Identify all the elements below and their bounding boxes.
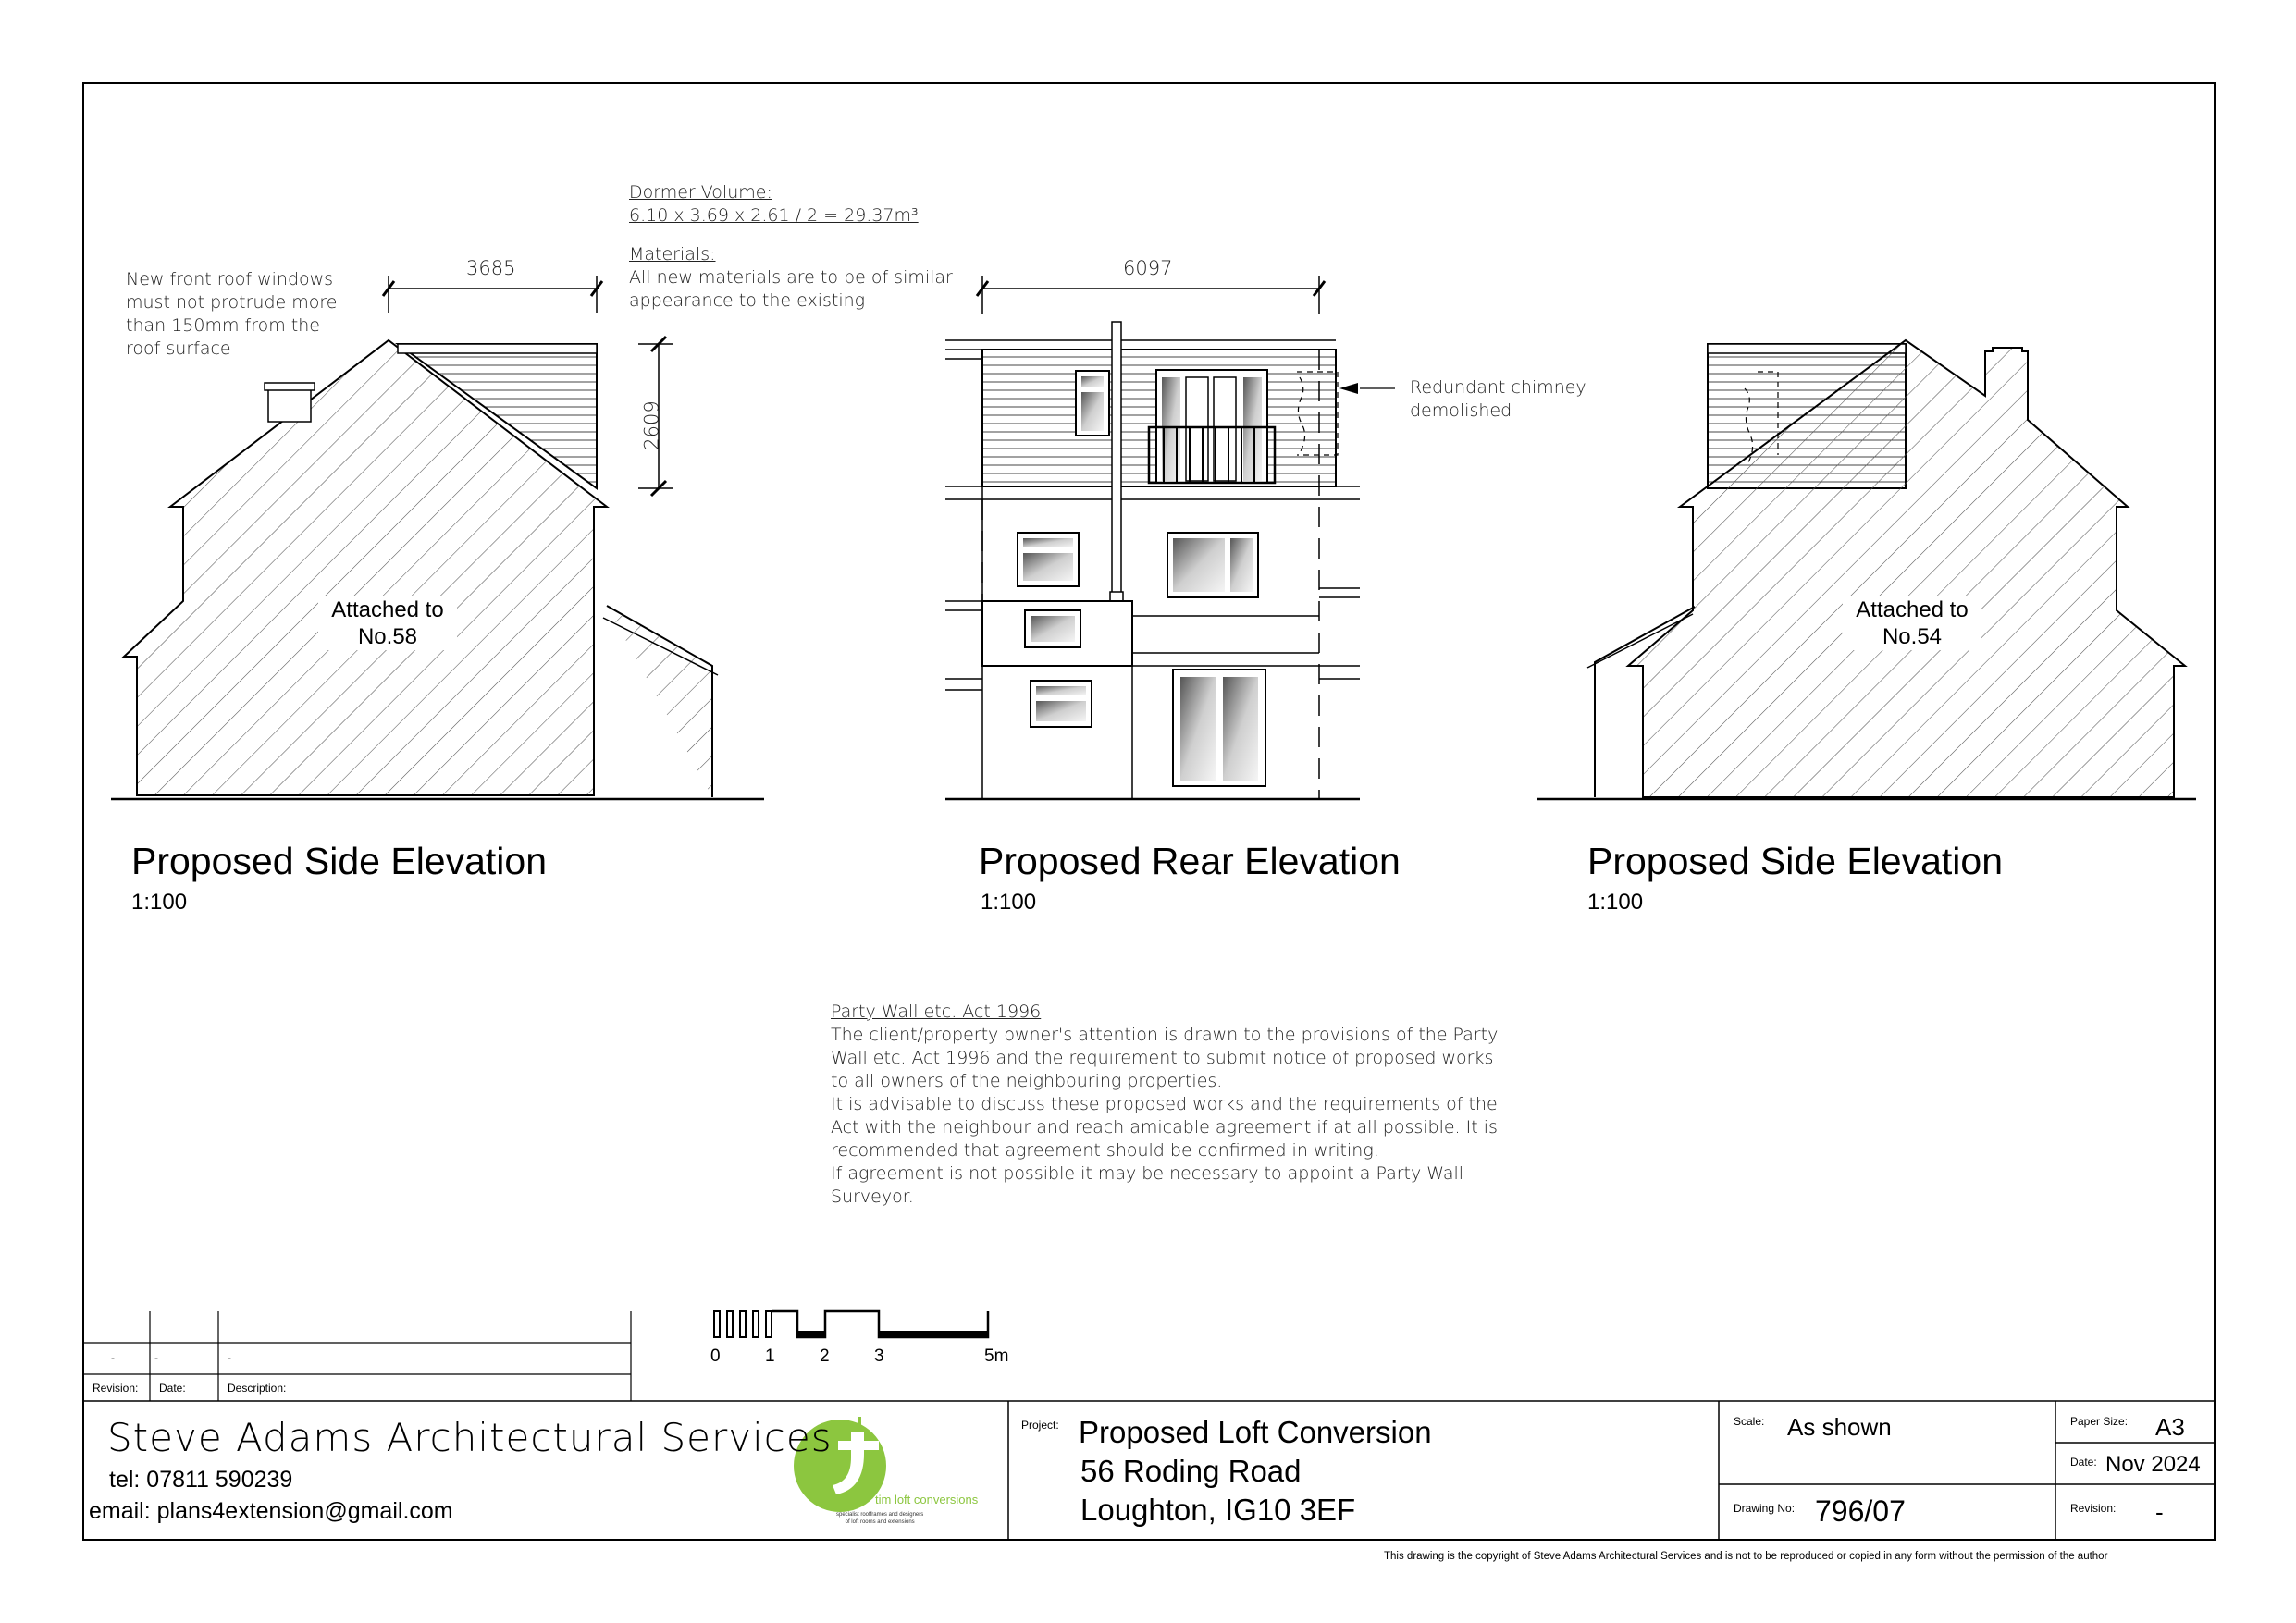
- date-value: Nov 2024: [2105, 1452, 2201, 1477]
- logo-tagline: [836, 1511, 923, 1526]
- description-header: Description:: [228, 1382, 287, 1395]
- firm-email: email: plans4extension@gmail.com: [89, 1498, 453, 1524]
- note-line: New front roof windows: [126, 269, 334, 289]
- note-line: roof surface: [126, 338, 231, 359]
- party-wall-line: Act with the neighbour and reach amicable agreement if at all possible. It is: [831, 1117, 1498, 1137]
- attached-label-left: [318, 596, 457, 650]
- chimney-left: [268, 388, 311, 422]
- attached-line: No.58: [357, 624, 418, 649]
- party-wall-heading: Party Wall etc. Act 1996: [831, 1002, 1042, 1022]
- firm-name: Steve Adams Architectural Services: [107, 1415, 833, 1460]
- roof-windows-note: [126, 268, 337, 361]
- party-wall-line: Surveyor.: [831, 1187, 914, 1207]
- revision-cell: -: [111, 1351, 115, 1364]
- date-header: Date:: [159, 1382, 186, 1395]
- dimension-side-width: 3685: [466, 257, 516, 279]
- rear-elevation: [945, 276, 1395, 799]
- date-cell: -: [154, 1351, 158, 1364]
- materials-line: All new materials are to be of similar: [629, 267, 953, 288]
- scale-bar-label: 0: [710, 1346, 721, 1366]
- paper-size-value: A3: [2155, 1413, 2185, 1441]
- elevation-title-right: Proposed Side Elevation: [1587, 840, 2004, 882]
- elevation-scale-rear: 1:100: [981, 890, 1037, 915]
- soil-pipe: [1112, 322, 1121, 599]
- dormer-volume-note: [629, 181, 919, 227]
- materials-heading: Materials:: [629, 244, 716, 264]
- logo-tagline-line: specialist roofframes and designers: [836, 1512, 924, 1518]
- right-side-elevation: [1537, 340, 2196, 799]
- copyright-notice: This drawing is the copyright of Steve Adams Architectural Services and is not to be reproduced or copied in any form without the permission of the author: [1384, 1551, 2108, 1562]
- elevation-title-left: Proposed Side Elevation: [131, 840, 548, 882]
- project-title: Proposed Loft Conversion: [1079, 1415, 1432, 1449]
- party-wall-line: If agreement is not possible it may be necessary to appoint a Party Wall: [831, 1163, 1464, 1184]
- elevation-scale-right: 1:100: [1587, 890, 1644, 915]
- drawing-no-label: Drawing No:: [1734, 1502, 1796, 1515]
- party-wall-line: It is advisable to discuss these proposed works and the requirements of the: [831, 1094, 1498, 1114]
- note-line: than 150mm from the: [126, 315, 320, 336]
- revision-label: Revision:: [2070, 1502, 2117, 1515]
- logo-tagline-line: of loft rooms and extensions: [845, 1519, 915, 1525]
- logo-text: tim loft conversions: [875, 1493, 979, 1506]
- project-town: Loughton, IG10 3EF: [1080, 1493, 1356, 1527]
- party-wall-note: [831, 1001, 1498, 1209]
- date-label: Date:: [2070, 1456, 2097, 1469]
- chimney-note-line: Redundant chimney: [1410, 377, 1586, 398]
- scale-bar-label: 2: [820, 1346, 830, 1366]
- revision-value: -: [2155, 1498, 2164, 1526]
- description-cell: -: [228, 1351, 231, 1364]
- attached-label-right: [1843, 596, 1981, 650]
- scale-bar-label: 5m: [984, 1346, 1009, 1366]
- attached-line: Attached to: [331, 597, 444, 622]
- project-address: 56 Roding Road: [1080, 1454, 1302, 1488]
- attached-line: Attached to: [1856, 597, 1969, 622]
- dormer-volume-heading: Dormer Volume:: [629, 182, 772, 203]
- elevation-scale-left: 1:100: [131, 890, 188, 915]
- scale-bar-label: 1: [765, 1346, 775, 1366]
- project-label: Project:: [1021, 1419, 1059, 1432]
- party-wall-line: The client/property owner's attention is drawn to the provisions of the Party: [831, 1025, 1499, 1045]
- dimension-rear-width: 6097: [1123, 257, 1173, 279]
- scale-bar-label: 3: [874, 1346, 884, 1366]
- note-line: must not protrude more: [126, 292, 338, 313]
- attached-line: No.54: [1882, 624, 1943, 649]
- elevation-title-rear: Proposed Rear Elevation: [979, 840, 1401, 882]
- party-wall-line: to all owners of the neighbouring properties.: [831, 1071, 1223, 1091]
- dimension-side-height: 2609: [640, 400, 663, 450]
- materials-note: [629, 243, 953, 313]
- revision-header: Revision:: [93, 1382, 139, 1395]
- materials-line: appearance to the existing: [629, 290, 866, 311]
- project-details: [1079, 1413, 1432, 1530]
- dormer-volume-calc: 6.10 x 3.69 x 2.61 / 2 = 29.37m³: [629, 205, 919, 226]
- chimney-note: [1410, 376, 1586, 423]
- party-wall-line: Wall etc. Act 1996 and the requirement to submit notice of proposed works: [831, 1048, 1494, 1068]
- chimney-note-line: demolished: [1410, 400, 1512, 421]
- party-wall-line: recommended that agreement should be confirmed in writing.: [831, 1140, 1379, 1161]
- scale-value: As shown: [1787, 1413, 1892, 1441]
- sheet-border: [83, 83, 2215, 1540]
- drawing-no-value: 796/07: [1815, 1494, 1906, 1528]
- firm-tel: tel: 07811 590239: [109, 1467, 293, 1493]
- paper-size-label: Paper Size:: [2070, 1415, 2129, 1428]
- scale-bar: [714, 1311, 988, 1337]
- scale-label: Scale:: [1734, 1415, 1765, 1428]
